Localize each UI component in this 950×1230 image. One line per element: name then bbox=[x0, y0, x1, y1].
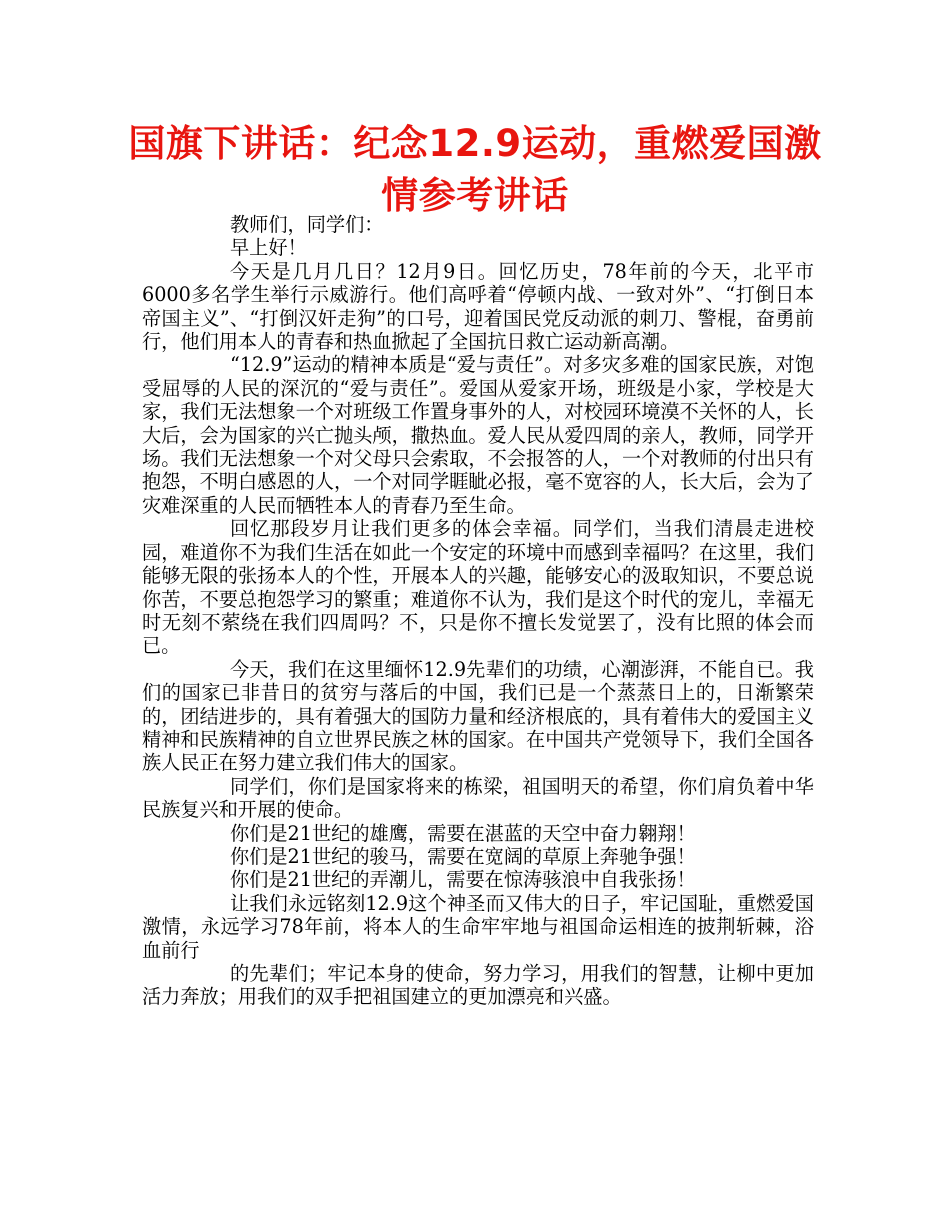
paragraph-horse: 你们是21世纪的骏马，需要在宽阔的草原上奔驰争强！ bbox=[230, 844, 696, 868]
paragraph-greeting: 教师们，同学们： bbox=[230, 213, 384, 236]
document-body bbox=[142, 213, 814, 1009]
paragraph-remember: 让我们永远铭刻12.9这个神圣而又伟大的日子，牢记国耻，重燃爱国激情，永远学习78年前，将本人的生命牢牢地与祖国命运相连的披荆斩棘，浴血前行 bbox=[142, 891, 814, 962]
paragraph-today: 今天，我们在这里缅怀12.9先辈们的功绩，心潮澎湃，不能自已。我们的国家已非昔日的贫穷与落后的中国，我们已是一个蒸蒸日上的，日渐繁荣的，团结进步的，具有着强大的国防力量和经济根底的，具有着伟大的爱国主义精神和民族精神的自立世界民族之林的国家。在中国共产党领导下，我们全国各族人民正在努力建立我们伟大的国家。 bbox=[142, 657, 814, 775]
paragraph-mission: 同学们，你们是国家将来的栋梁，祖国明天的希望，你们肩负着中华民族复兴和开展的使命。 bbox=[142, 774, 814, 822]
paragraph-good-morning: 早上好！ bbox=[230, 236, 307, 260]
paragraph-spirit: “12.9”运动的精神本质是“爱与责任”。对多灾多难的国家民族，对饱受屈辱的人民的深沉的“爱与责任”。爱国从爱家开场，班级是小家，学校是大家，我们无法想象一个对班级工作置身事外的人，对校园环境漠不关怀的人，长大后，会为国家的兴亡抛头颅，撒热血。爱人民从爱四周的亲人，教师，同学开场。我们无法想象一个对父母只会索取，不会报答的人，一个对教师的付出只有抱怨，不明白感恩的人，一个对同学睚眦必报，毫不宽容的人，长大后，会为了灾难深重的人民而牺牲本人的青春乃至生命。 bbox=[142, 353, 814, 517]
paragraph-history: 今天是几月几日？12月9日。回忆历史，78年前的今天，北平市6000多名学生举行示威游行。他们高呼着“停顿内战、一致对外”、“打倒日本帝国主义”、“打倒汉奸走狗”的口号，迎着国民党反动派的刺刀、警棍，奋勇前行，他们用本人的青春和热血掀起了全国抗日救亡运动新高潮。 bbox=[142, 259, 814, 354]
paragraph-closing: 的先辈们；牢记本身的使命，努力学习，用我们的智慧，让柳中更加活力奔放；用我们的双手把祖国建立的更加漂亮和兴盛。 bbox=[142, 962, 814, 1009]
document-title: 国旗下讲话：纪念12.9运动，重燃爱国激情参考讲话 bbox=[128, 122, 822, 217]
paragraph-happiness: 回忆那段岁月让我们更多的体会幸福。同学们，当我们清晨走进校园，难道你不为我们生活在如此一个安定的环境中而感到幸福吗？在这里，我们能够无限的张扬本人的个性，开展本人的兴趣，能够安心的汲取知识，不要总说你苦，不要总抱怨学习的繁重；难道你不认为，我们是这个时代的宠儿，幸福无时无刻不萦绕在我们四周吗？不，只是你不擅长发觉罢了，没有比照的体会而已。 bbox=[142, 517, 814, 658]
paragraph-eagle: 你们是21世纪的雄鹰，需要在湛蓝的天空中奋力翱翔！ bbox=[230, 821, 696, 845]
paragraph-tide: 你们是21世纪的弄潮儿，需要在惊涛骇浪中自我张扬！ bbox=[230, 868, 696, 892]
